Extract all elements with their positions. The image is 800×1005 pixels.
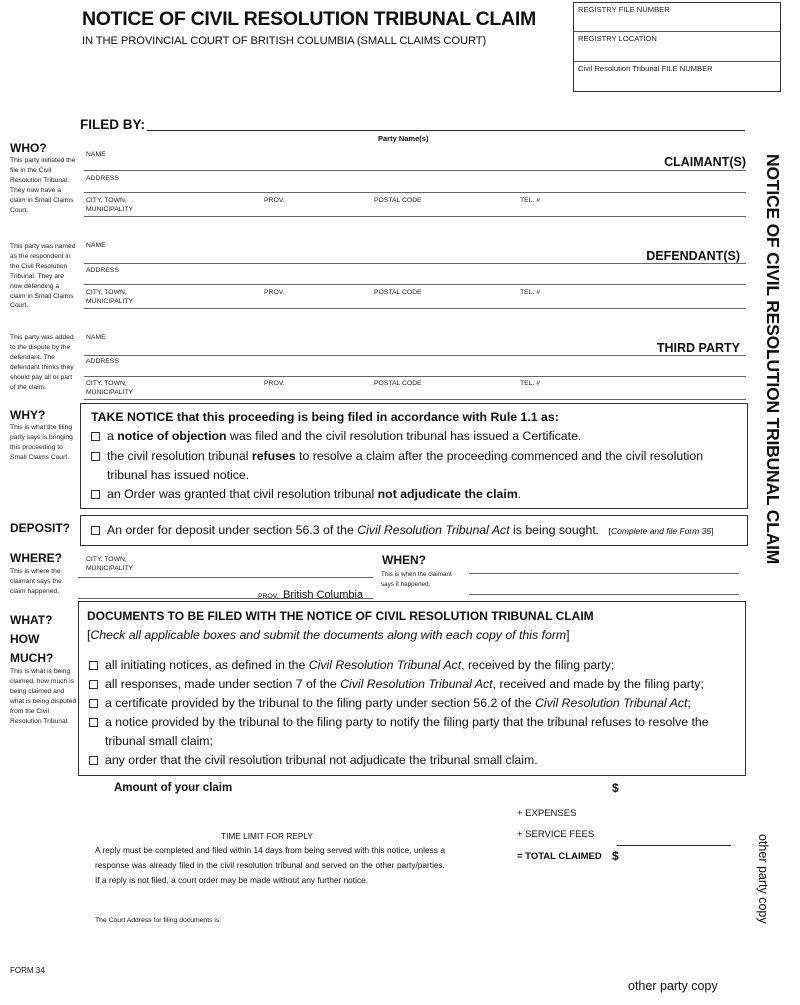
court-address-label: The Court Address for filing documents is: [95, 917, 222, 924]
side-vertical-title: NOTICE OF CIVIL RESOLUTION TRIBUNAL CLAIM [763, 154, 783, 565]
why-option-1-text-end: was filed and the civil resolution tribunal has issued a Certificate. [226, 429, 582, 443]
crt-file-number-field[interactable] [574, 62, 780, 91]
third-party-postal-label: POSTAL CODE [374, 380, 422, 387]
side-copy-label: other party copy [756, 834, 770, 924]
crt-file-number-label: Civil Resolution Tribunal FILE NUMBER [578, 63, 713, 73]
claimant-city-input[interactable] [84, 216, 746, 217]
when-description: This is when the claimant says it happened. [381, 571, 452, 588]
defendant-address-input[interactable] [84, 284, 746, 285]
service-fees-label: + SERVICE FEES [517, 829, 595, 840]
why-box [80, 403, 748, 509]
claimant-name-label: NAME [86, 151, 106, 158]
why-option-3-checkbox[interactable] [91, 490, 100, 499]
party-names-caption: Party Name(s) [378, 134, 429, 143]
where-heading: WHERE? [10, 551, 62, 565]
why-option-3-bold: not adjudicate the claim [377, 487, 518, 501]
time-limit-text: A reply must be completed and filed within 14 days from being served with this notice, unless a response was already filed in the civil resolution tribunal and served on the other party/parties. If a reply is not filed, a court order may be made without any further notice. [95, 845, 445, 886]
document-item-5: any order that the civil resolution tribunal not adjudicate the tribunal small claim. [89, 751, 538, 771]
when-input-1[interactable] [469, 573, 739, 574]
deposit-act-name: Civil Resolution Tribunal Act [357, 523, 510, 537]
documents-instruction-text: Check all applicable boxes and submit the documents along with each copy of this form [90, 628, 567, 642]
where-city-label: CITY, TOWN, MUNICIPALITY [86, 556, 134, 572]
defendant-description: This party was named as the respondent in the Civil Resolution Tribunal. They are now defending a claim in Small Claims Court. [10, 243, 76, 310]
registry-file-number-label: REGISTRY FILE NUMBER [578, 5, 670, 14]
third-party-tel-label: TEL. # [520, 380, 541, 387]
defendant-city-label: CITY, TOWN, MUNICIPALITY [86, 289, 134, 305]
third-party-section [84, 333, 746, 401]
total-claimed-label: = TOTAL CLAIMED [517, 851, 602, 862]
copy-label: other party copy [628, 979, 718, 993]
document-item-3-checkbox[interactable] [89, 699, 98, 708]
claimant-city-label: CITY, TOWN, MUNICIPALITY [86, 197, 134, 213]
document-item-4-continued: tribunal small claim; [105, 734, 213, 748]
claim-amount-label: Amount of your claim [114, 782, 233, 794]
why-option-2-text: the civil resolution tribunal [107, 449, 252, 463]
deposit-heading: DEPOSIT? [10, 521, 71, 535]
why-option-2 [91, 447, 703, 467]
third-party-city-label: CITY, TOWN, MUNICIPALITY [86, 380, 134, 396]
form-number: FORM 34 [10, 966, 45, 975]
documents-title: DOCUMENTS TO BE FILED WITH THE NOTICE OF CIVIL RESOLUTION TRIBUNAL CLAIM [87, 609, 594, 623]
why-description: This is what the filing party says is bringing this proceeding to Small Claims Court. [10, 424, 73, 461]
what-heading [10, 611, 53, 668]
what-heading-line-2: HOW [10, 632, 40, 646]
third-party-name-input[interactable] [84, 355, 746, 356]
filed-by-input[interactable] [147, 130, 745, 131]
where-prov-value: British Columbia [282, 589, 364, 601]
form-subtitle: IN THE PROVINCIAL COURT OF BRITISH COLUMBIA (SMALL CLAIMS COURT) [82, 35, 487, 47]
deposit-text: An order for deposit under section 56.3 of the [107, 523, 358, 537]
registry-box [573, 2, 781, 92]
why-option-1-text: a [107, 429, 118, 443]
why-option-3-text-end: . [517, 487, 522, 501]
documents-instruction: [Check all applicable boxes and submit the documents along with each copy of this form] [87, 628, 570, 642]
claim-amount-input[interactable] [624, 780, 734, 796]
why-option-1-checkbox[interactable] [91, 432, 100, 441]
deposit-checkbox[interactable] [91, 526, 100, 535]
claimant-address-label: ADDRESS [86, 175, 119, 182]
why-option-2-bold: refuses [251, 449, 296, 463]
where-description: This is where the claimant says the claim happened. [10, 568, 62, 595]
why-option-3-text: an Order was granted that civil resolution tribunal [107, 487, 378, 501]
why-heading: WHY? [10, 408, 46, 422]
who-heading: WHO? [10, 141, 47, 155]
defendant-city-input[interactable] [84, 308, 746, 309]
deposit-note: [Complete and file Form 35] [608, 526, 714, 536]
claimant-address-input[interactable] [84, 192, 746, 193]
what-description: This is what is being claimed, how much is being claimed and what is being disputed from the Civil Resolution Tribunal. [10, 668, 77, 725]
document-item-3: a certificate provided by the tribunal to the filing party under section 56.2 of the Civil Resolution Tribunal Act; [89, 694, 691, 714]
defendant-role-label: DEFENDANT(S) [646, 249, 740, 263]
third-party-address-label: ADDRESS [86, 358, 119, 365]
registry-location-field[interactable] [574, 32, 780, 61]
claimant-tel-label: TEL. # [520, 197, 541, 204]
defendant-postal-label: POSTAL CODE [374, 289, 422, 296]
time-limit-heading: TIME LIMIT FOR REPLY [221, 831, 313, 841]
defendant-address-label: ADDRESS [86, 267, 119, 274]
what-heading-line-1: WHAT? [10, 613, 53, 627]
claimant-description: This party initiated the file in the Civil Resolution Tribunal. They now have a claim in Small Claims Court. [10, 157, 76, 214]
where-prov-label: PROV. [258, 593, 279, 600]
claim-amount-currency: $ [612, 781, 619, 795]
where-prov-input[interactable] [78, 598, 373, 599]
claimant-name-input[interactable] [84, 170, 746, 171]
document-item-1: all initiating notices, as defined in the Civil Resolution Tribunal Act, received by the filing party; [89, 656, 614, 676]
why-option-2-continued: tribunal has issued notice. [107, 468, 250, 482]
take-notice-intro: TAKE NOTICE that this proceeding is being filed in accordance with Rule 1.1 as: [91, 410, 559, 424]
document-item-4-checkbox[interactable] [89, 718, 98, 727]
defendant-tel-label: TEL. # [520, 289, 541, 296]
when-heading: WHEN? [382, 553, 426, 567]
why-option-1 [91, 427, 581, 447]
deposit-box [80, 515, 748, 546]
why-option-2-checkbox[interactable] [91, 452, 100, 461]
where-city-input[interactable] [78, 577, 373, 578]
document-item-2: all responses, made under section 7 of the Civil Resolution Tribunal Act, received and made by the filing party; [89, 675, 704, 695]
third-party-description: This party was added to the dispute by the defendant. The defendant thinks they should pay all or part of the claim. [10, 334, 74, 391]
why-option-2-text-end: to resolve a claim after the proceeding commenced and the civil resolution [295, 449, 704, 463]
third-party-prov-label: PROV. [264, 380, 285, 387]
third-party-city-input[interactable] [84, 399, 746, 400]
expenses-label: + EXPENSES [517, 808, 577, 819]
defendant-name-label: NAME [86, 242, 106, 249]
claimant-postal-label: POSTAL CODE [374, 197, 422, 204]
deposit-option [91, 521, 714, 542]
claimant-role-label: CLAIMANT(S) [664, 155, 746, 169]
document-item-2-checkbox[interactable] [89, 680, 98, 689]
defendant-section [84, 241, 746, 309]
document-item-1-checkbox[interactable] [89, 661, 98, 670]
service-fees-input[interactable] [617, 845, 731, 846]
defendant-name-input[interactable] [84, 263, 746, 264]
document-item-4: a notice provided by the tribunal to the filing party to notify the filing party that the tribunal refuses to resolve the [89, 713, 709, 733]
claimant-prov-label: PROV. [264, 197, 285, 204]
why-option-3 [91, 485, 521, 505]
what-heading-line-3: MUCH? [10, 651, 54, 665]
registry-file-number-field[interactable] [574, 3, 780, 32]
documents-box [78, 601, 746, 776]
claimant-section [84, 150, 746, 218]
defendant-prov-label: PROV. [264, 289, 285, 296]
form-title: NOTICE OF CIVIL RESOLUTION TRIBUNAL CLAIM [82, 8, 536, 30]
total-claimed-input[interactable] [624, 849, 734, 865]
expenses-input[interactable] [624, 805, 734, 821]
third-party-name-label: NAME [86, 334, 106, 341]
why-option-1-bold: notice of objection [117, 429, 227, 443]
deposit-text-end: is being sought. [509, 523, 600, 537]
when-input-2[interactable] [469, 594, 739, 595]
total-claimed-currency: $ [612, 849, 619, 863]
registry-location-label: REGISTRY LOCATION [578, 34, 657, 44]
document-item-5-checkbox[interactable] [89, 756, 98, 765]
third-party-role-label: THIRD PARTY [656, 341, 740, 355]
filed-by-label: FILED BY: [80, 117, 145, 132]
third-party-address-input[interactable] [84, 376, 746, 377]
